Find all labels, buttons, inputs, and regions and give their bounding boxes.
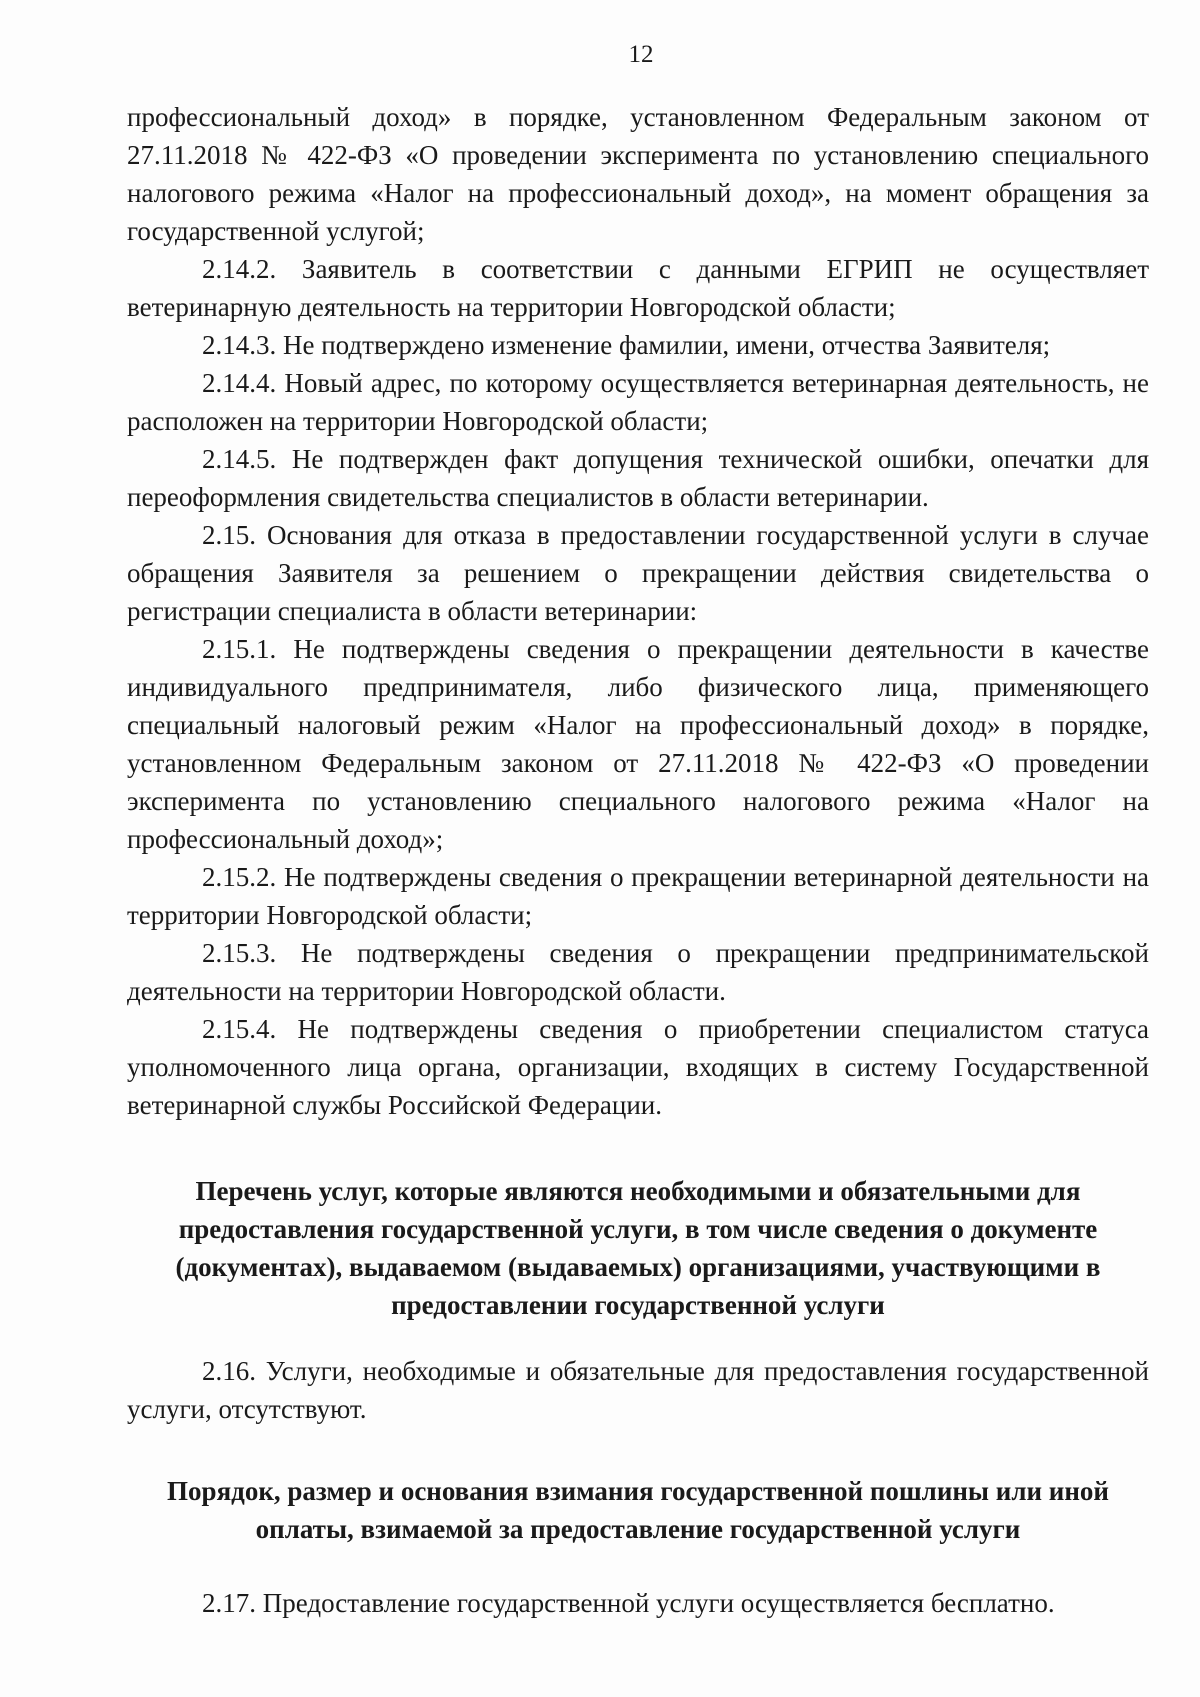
document-body (127, 98, 1149, 1622)
paragraph-2-15-2: 2.15.2. Не подтверждены сведения о прекращении ветеринарной деятельности на территории Новгородской области; (127, 862, 1149, 930)
paragraph-2-15-3: 2.15.3. Не подтверждены сведения о прекращении предпринимательской деятельности на территории Новгородской области. (127, 938, 1149, 1006)
section-heading-fees: Порядок, размер и основания взимания государственной пошлины или иной оплаты, взимаемой за предоставление государственной услуги (167, 1476, 1109, 1544)
paragraph-2-16: 2.16. Услуги, необходимые и обязательные для предоставления государственной услуги, отсутствуют. (127, 1356, 1149, 1424)
paragraph-continuation: профессиональный доход» в порядке, установленном Федеральным законом от 27.11.2018 № 422-ФЗ «О проведении эксперимента по установлению специального налогового режима «Налог на профессиональный доход», на момент обращения за государственной услугой; (127, 102, 1149, 246)
paragraph-2-14-5: 2.14.5. Не подтвержден факт допущения технической ошибки, опечатки для переоформления свидетельства специалистов в области ветеринарии. (127, 444, 1149, 512)
paragraph-2-15-4: 2.15.4. Не подтверждены сведения о приобретении специалистом статуса уполномоченного лица органа, организации, входящих в систему Государственной ветеринарной службы Российской Федерации. (127, 1014, 1149, 1120)
paragraph-2-15-1: 2.15.1. Не подтверждены сведения о прекращении деятельности в качестве индивидуального предпринимателя, либо физического лица, применяющего специальный налоговый режим «Налог на профессиональный доход» в порядке, установленном Федеральным законом от 27.11.2018 № 422-ФЗ «О проведении эксперимента по установлению специального налогового режима «Налог на профессиональный доход»; (127, 634, 1149, 854)
paragraph-2-15: 2.15. Основания для отказа в предоставлении государственной услуги в случае обращения Заявителя за решением о прекращении действия свидетельства о регистрации специалиста в области ветеринарии: (127, 520, 1149, 626)
paragraph-2-14-2: 2.14.2. Заявитель в соответствии с данными ЕГРИП не осуществляет ветеринарную деятельность на территории Новгородской области; (127, 254, 1149, 322)
paragraph-2-17: 2.17. Предоставление государственной услуги осуществляется бесплатно. (202, 1588, 1055, 1618)
paragraph-2-14-3: 2.14.3. Не подтверждено изменение фамилии, имени, отчества Заявителя; (202, 330, 1051, 360)
section-heading-services: Перечень услуг, которые являются необходимыми и обязательными для предоставления государственной услуги, в том числе сведения о документе (документах), выдаваемом (выдаваемых) организациями, участвующими в предоставлении государственной услуги (175, 1176, 1101, 1320)
paragraph-2-14-4: 2.14.4. Новый адрес, по которому осуществляется ветеринарная деятельность, не расположен на территории Новгородской области; (127, 368, 1149, 436)
page-number: 12 (628, 41, 654, 68)
